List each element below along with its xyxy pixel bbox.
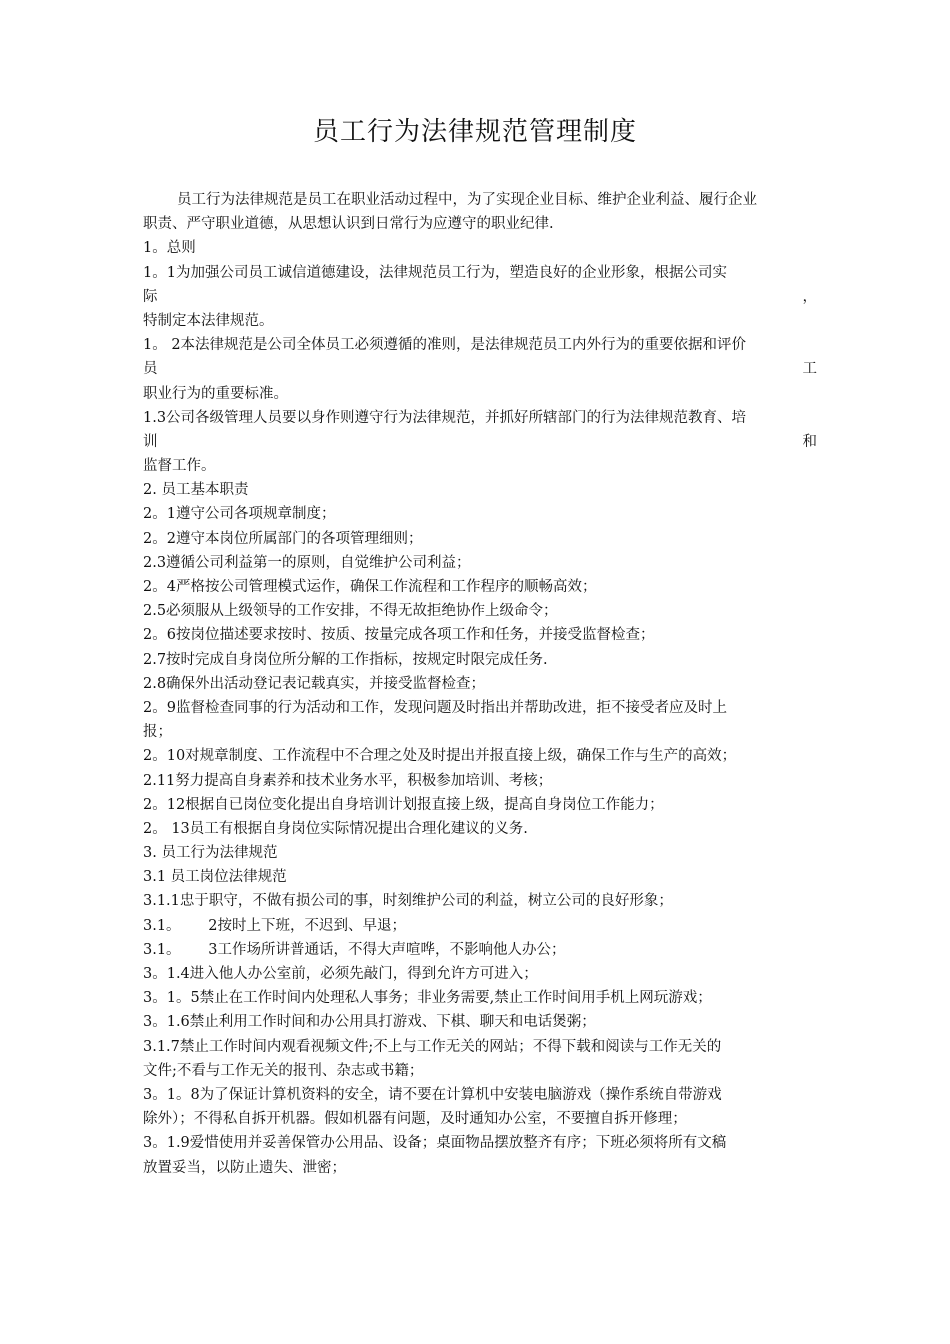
text-line: 1.3公司各级管理人员要以身作则遵守行为法律规范，并抓好所辖部门的行为法律规范教育、培 — [143, 409, 747, 426]
text-line: 除外）；不得私自拆开机器。假如机器有问题，及时通知办公室，不要擅自拆开修理； — [143, 1111, 687, 1128]
text-line: 2.5必须服从上级领导的工作安排，不得无故拒绝协作上级命令； — [143, 603, 558, 620]
text-line: 2。9监督检查同事的行为活动和工作，发现问题及时指出并帮助改进，拒不接受者应及时上 — [143, 699, 727, 716]
text-line: 职业行为的重要标准。 — [143, 385, 288, 402]
intro-line: 职责、严守职业道德，从思想认识到日常行为应遵守的职业纪律. — [143, 216, 554, 233]
text-line: 3。1.9爱惜使用并妥善保管办公用品、设备；桌面物品摆放整齐有序；下班必须将所有文稿 — [143, 1135, 727, 1152]
justified-left-char: 员 — [143, 361, 158, 378]
text-line: 1。1为加强公司员工诚信道德建设，法律规范员工行为，塑造良好的企业形象，根据公司实 — [143, 264, 727, 281]
justified-right-char: ， — [802, 288, 817, 305]
text-line: 3。1。8为了保证计算机资料的安全，请不要在计算机中安装电脑游戏（操作系统自带游戏 — [143, 1086, 722, 1103]
text-line: 2。6按岗位描述要求按时、按质、按量完成各项工作和任务，并接受监督检查； — [143, 627, 655, 644]
justified-line — [143, 430, 817, 454]
justified-line — [143, 357, 817, 381]
text-line: 3.1。 3工作场所讲普通话，不得大声喧哗，不影响他人办公； — [143, 941, 566, 958]
text-line: 2.3遵循公司利益第一的原则，自觉维护公司利益； — [143, 554, 471, 571]
text-line: 报； — [143, 724, 172, 741]
text-line: 3。1。5禁止在工作时间内处理私人事务；非业务需要,禁止工作时间用手机上网玩游戏； — [143, 990, 712, 1007]
text-line: 特制定本法律规范。 — [143, 312, 274, 329]
justified-left-char: 训 — [143, 433, 158, 450]
document-title: 员工行为法律规范管理制度 — [312, 117, 637, 147]
text-line: 1。 2本法律规范是公司全体员工必须遵循的准则，是法律规范员工内外行为的重要依据和评价 — [143, 337, 747, 354]
intro-line: 员工行为法律规范是员工在职业活动过程中，为了实现企业目标、维护企业利益、履行企业 — [177, 192, 757, 208]
text-line: 2。 13员工有根据自身岗位实际情况提出合理化建议的义务. — [143, 820, 528, 837]
section-heading: 3. 员工行为法律规范 — [143, 845, 278, 862]
text-line: 3.1.7禁止工作时间内观看视频文件;不上与工作无关的网站；不得下载和阅读与工作无关的 — [143, 1038, 722, 1055]
text-line: 2.8确保外出活动登记表记载真实，并接受监督检查； — [143, 675, 486, 692]
text-line: 3.1.1忠于职守，不做有损公司的事，时刻维护公司的利益，树立公司的良好形象； — [143, 893, 673, 910]
text-line: 2。2遵守本岗位所属部门的各项管理细则； — [143, 530, 423, 547]
document-body — [143, 188, 817, 1180]
text-line: 监督工作。 — [143, 458, 216, 475]
section-heading: 2. 员工基本职责 — [143, 482, 249, 499]
text-line: 2.11努力提高自身素养和技术业务水平，积极参加培训、考核； — [143, 772, 553, 789]
text-line: 3.1。 2按时上下班，不迟到、早退； — [143, 917, 406, 934]
text-line: 3。1.6禁止利用工作时间和办公用具打游戏、下棋、聊天和电话煲粥； — [143, 1014, 596, 1031]
text-line: 2。10对规章制度、工作流程中不合理之处及时提出并报直接上级，确保工作与生产的高效； — [143, 748, 737, 765]
text-line: 3。1.4进入他人办公室前，必须先敲门，得到允许方可进入； — [143, 966, 538, 982]
text-line: 2.7按时完成自身岗位所分解的工作指标，按规定时限完成任务. — [143, 651, 548, 668]
text-line: 2。1遵守公司各项规章制度； — [143, 506, 336, 523]
justified-line — [143, 285, 817, 309]
text-line: 2。4严格按公司管理模式运作，确保工作流程和工作程序的顺畅高效； — [143, 579, 597, 595]
subsection-heading: 3.1 员工岗位法律规范 — [143, 869, 287, 886]
justified-left-char: 际 — [143, 288, 158, 305]
section-heading: 1。总则 — [143, 240, 196, 257]
justified-right-char: 工 — [802, 361, 817, 378]
text-line: 2。12根据自已岗位变化提出自身培训计划报直接上级，提高自身岗位工作能力； — [143, 796, 664, 813]
text-line: 放置妥当，以防止遗失、泄密； — [143, 1159, 346, 1176]
text-line: 文件;不看与工作无关的报刊、杂志或书籍； — [143, 1062, 424, 1079]
justified-right-char: 和 — [802, 433, 817, 450]
